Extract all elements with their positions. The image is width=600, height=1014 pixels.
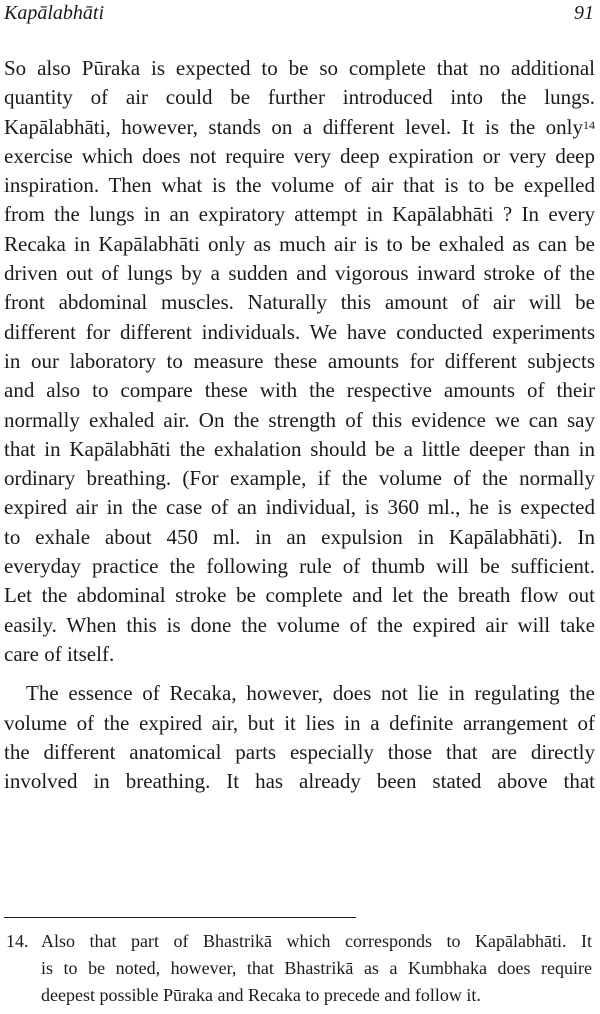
text-line: So also Pūraka is expected to be so complete that no additional: [4, 56, 595, 80]
footnote-reference: 14: [583, 117, 595, 132]
text-line: quantity of air could be further introduced into the lungs.: [4, 85, 595, 110]
text-line: inspiration. Then what is the volume of air that is to be expelled: [4, 173, 595, 198]
text-line: expired air in the case of an individual, is 360 ml., he is expected: [4, 495, 595, 520]
text-line: driven out of lungs by a sudden and vigorous inward stroke of the: [4, 261, 595, 286]
footnote-line: is to be noted, however, that Bhastrikā as a Kumbhaka does require: [41, 958, 592, 978]
footnote-divider: [4, 917, 356, 918]
footnote-line: deepest possible Pūraka and Recaka to precede and follow it.: [41, 985, 481, 1005]
text-line-content: Kapālabhāti, however, stands on a different level. It is the only: [4, 114, 583, 139]
text-line: care of itself.: [4, 641, 115, 666]
text-line: volume of the expired air, but it lies in a definite arrangement of: [4, 710, 595, 735]
footnote-line: Also that part of Bhastrikā which corresponds to Kapālabhāti. It: [41, 931, 592, 951]
text-line: [4, 113, 595, 142]
text-line: everyday practice the following rule of thumb will be sufficient.: [4, 554, 595, 579]
text-line: that in Kapālabhāti the exhalation should be a little deeper than in: [4, 436, 595, 461]
footnote: [6, 928, 592, 1009]
text-line: involved in breathing. It has already been stated above that: [4, 769, 595, 794]
text-line: from the lungs in an expiratory attempt in Kapālabhāti ? In every: [4, 202, 595, 227]
page-number: 91: [574, 2, 594, 24]
text-line: The essence of Recaka, however, does not lie in regulating the: [26, 681, 595, 706]
paragraph-1: [4, 54, 595, 669]
text-line: Recaka in Kapālabhāti only as much air is to be exhaled as can be: [4, 231, 595, 256]
text-line: the different anatomical parts especially those that are directly: [4, 739, 595, 764]
running-header: [4, 0, 594, 30]
paragraph-2: [4, 679, 595, 796]
footnote-text: [41, 928, 592, 1009]
text-line: Let the abdominal stroke be complete and let the breath flow out: [4, 583, 595, 608]
text-line: front abdominal muscles. Naturally this amount of air will be: [4, 290, 595, 315]
text-line: to exhale about 450 ml. in an expulsion in Kapālabhāti). In: [4, 524, 595, 549]
running-title: Kapālabhāti: [4, 2, 105, 24]
text-line: normally exhaled air. On the strength of this evidence we can say: [4, 407, 595, 432]
text-line: and also to compare these with the respective amounts of their: [4, 378, 595, 403]
text-line: different for different individuals. We have conducted experiments: [4, 319, 595, 344]
footnote-number: 14.: [6, 931, 29, 951]
text-line: exercise which does not require very deep expiration or very deep: [4, 143, 595, 168]
text-line: easily. When this is done the volume of the expired air will take: [4, 612, 595, 637]
main-text: [4, 54, 595, 796]
text-line: ordinary breathing. (For example, if the volume of the normally: [4, 466, 595, 491]
text-line: in our laboratory to measure these amounts for different subjects: [4, 348, 595, 373]
